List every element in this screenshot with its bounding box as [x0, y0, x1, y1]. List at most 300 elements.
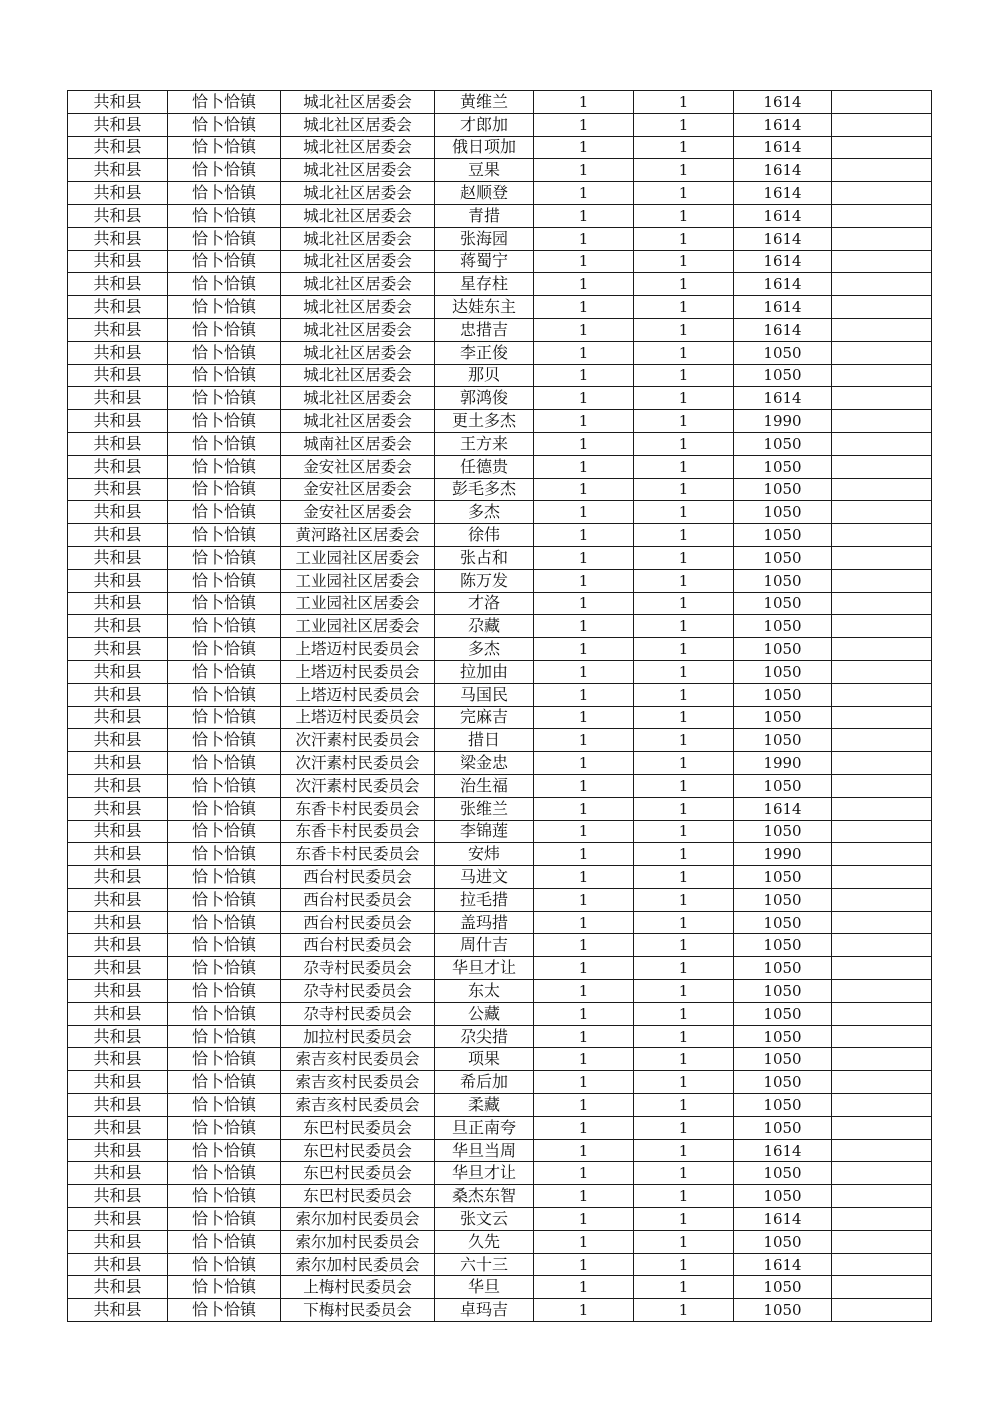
table-row	[68, 387, 932, 410]
count-a-cell: 1	[534, 797, 634, 820]
county-cell: 共和县	[68, 341, 168, 364]
name-cell: 张维兰	[435, 797, 534, 820]
table-row	[68, 318, 932, 341]
count-b-cell: 1	[634, 797, 734, 820]
committee-cell: 次汗素村民委员会	[281, 729, 435, 752]
town-cell: 恰卜恰镇	[168, 273, 281, 296]
count-b-cell: 1	[634, 1162, 734, 1185]
count-b-cell: 1	[634, 1230, 734, 1253]
name-cell: 俄日项加	[435, 136, 534, 159]
table-row	[68, 1253, 932, 1276]
remark-cell	[832, 843, 932, 866]
county-cell: 共和县	[68, 1071, 168, 1094]
committee-cell: 城北社区居委会	[281, 296, 435, 319]
name-cell: 陈万发	[435, 569, 534, 592]
town-cell: 恰卜恰镇	[168, 752, 281, 775]
amount-cell: 1614	[734, 227, 832, 250]
table-row	[68, 410, 932, 433]
amount-cell: 1614	[734, 387, 832, 410]
committee-cell: 索吉亥村民委员会	[281, 1048, 435, 1071]
county-cell: 共和县	[68, 159, 168, 182]
amount-cell: 1050	[734, 1185, 832, 1208]
county-cell: 共和县	[68, 227, 168, 250]
count-a-cell: 1	[534, 774, 634, 797]
count-b-cell: 1	[634, 729, 734, 752]
county-cell: 共和县	[68, 546, 168, 569]
remark-cell	[832, 1116, 932, 1139]
county-cell: 共和县	[68, 957, 168, 980]
count-a-cell: 1	[534, 957, 634, 980]
remark-cell	[832, 1276, 932, 1299]
committee-cell: 东巴村民委员会	[281, 1116, 435, 1139]
count-b-cell: 1	[634, 318, 734, 341]
count-a-cell: 1	[534, 729, 634, 752]
count-a-cell: 1	[534, 455, 634, 478]
committee-cell: 黄河路社区居委会	[281, 524, 435, 547]
table-row	[68, 729, 932, 752]
county-cell: 共和县	[68, 273, 168, 296]
amount-cell: 1050	[734, 1071, 832, 1094]
town-cell: 恰卜恰镇	[168, 683, 281, 706]
name-cell: 李锦莲	[435, 820, 534, 843]
committee-cell: 城北社区居委会	[281, 364, 435, 387]
count-b-cell: 1	[634, 1208, 734, 1231]
county-cell: 共和县	[68, 1299, 168, 1322]
committee-cell: 工业园社区居委会	[281, 546, 435, 569]
amount-cell: 1050	[734, 364, 832, 387]
committee-cell: 城北社区居委会	[281, 250, 435, 273]
count-b-cell: 1	[634, 364, 734, 387]
amount-cell: 1050	[734, 888, 832, 911]
name-cell: 华旦才让	[435, 957, 534, 980]
amount-cell: 1050	[734, 1116, 832, 1139]
amount-cell: 1050	[734, 1276, 832, 1299]
committee-cell: 东巴村民委员会	[281, 1162, 435, 1185]
committee-cell: 索吉亥村民委员会	[281, 1094, 435, 1117]
remark-cell	[832, 934, 932, 957]
committee-cell: 金安社区居委会	[281, 455, 435, 478]
committee-cell: 金安社区居委会	[281, 478, 435, 501]
count-b-cell: 1	[634, 91, 734, 114]
town-cell: 恰卜恰镇	[168, 1094, 281, 1117]
committee-cell: 西台村民委员会	[281, 866, 435, 889]
amount-cell: 1614	[734, 1208, 832, 1231]
table-row	[68, 159, 932, 182]
committee-cell: 工业园社区居委会	[281, 569, 435, 592]
amount-cell: 1050	[734, 341, 832, 364]
county-cell: 共和县	[68, 820, 168, 843]
name-cell: 黄维兰	[435, 91, 534, 114]
table-row	[68, 204, 932, 227]
name-cell: 尕藏	[435, 615, 534, 638]
amount-cell: 1614	[734, 136, 832, 159]
remark-cell	[832, 204, 932, 227]
count-a-cell: 1	[534, 1139, 634, 1162]
county-cell: 共和县	[68, 250, 168, 273]
amount-cell: 1050	[734, 774, 832, 797]
town-cell: 恰卜恰镇	[168, 1071, 281, 1094]
county-cell: 共和县	[68, 478, 168, 501]
remark-cell	[832, 1071, 932, 1094]
name-cell: 徐伟	[435, 524, 534, 547]
table-row	[68, 1048, 932, 1071]
count-b-cell: 1	[634, 1185, 734, 1208]
name-cell: 彭毛多杰	[435, 478, 534, 501]
amount-cell: 1050	[734, 1025, 832, 1048]
committee-cell: 城北社区居委会	[281, 113, 435, 136]
count-a-cell: 1	[534, 501, 634, 524]
table-row	[68, 546, 932, 569]
count-b-cell: 1	[634, 546, 734, 569]
table-body	[68, 91, 932, 1322]
town-cell: 恰卜恰镇	[168, 638, 281, 661]
table-row	[68, 1139, 932, 1162]
table-row	[68, 752, 932, 775]
name-cell: 项果	[435, 1048, 534, 1071]
count-a-cell: 1	[534, 843, 634, 866]
county-cell: 共和县	[68, 660, 168, 683]
count-a-cell: 1	[534, 296, 634, 319]
town-cell: 恰卜恰镇	[168, 478, 281, 501]
town-cell: 恰卜恰镇	[168, 774, 281, 797]
count-a-cell: 1	[534, 1185, 634, 1208]
county-cell: 共和县	[68, 843, 168, 866]
table-row	[68, 820, 932, 843]
county-cell: 共和县	[68, 888, 168, 911]
committee-cell: 尕寺村民委员会	[281, 980, 435, 1003]
amount-cell: 1614	[734, 296, 832, 319]
count-a-cell: 1	[534, 1253, 634, 1276]
table-row	[68, 91, 932, 114]
table-row	[68, 501, 932, 524]
remark-cell	[832, 524, 932, 547]
county-cell: 共和县	[68, 91, 168, 114]
table-row	[68, 592, 932, 615]
remark-cell	[832, 1185, 932, 1208]
count-b-cell: 1	[634, 866, 734, 889]
amount-cell: 1050	[734, 1299, 832, 1322]
remark-cell	[832, 911, 932, 934]
county-cell: 共和县	[68, 866, 168, 889]
count-b-cell: 1	[634, 1094, 734, 1117]
remark-cell	[832, 1162, 932, 1185]
amount-cell: 1050	[734, 1094, 832, 1117]
table-row	[68, 934, 932, 957]
name-cell: 才洛	[435, 592, 534, 615]
count-b-cell: 1	[634, 1139, 734, 1162]
county-cell: 共和县	[68, 729, 168, 752]
count-b-cell: 1	[634, 683, 734, 706]
remark-cell	[832, 1253, 932, 1276]
amount-cell: 1050	[734, 980, 832, 1003]
count-b-cell: 1	[634, 1253, 734, 1276]
name-cell: 旦正南夸	[435, 1116, 534, 1139]
committee-cell: 次汗素村民委员会	[281, 752, 435, 775]
table-row	[68, 113, 932, 136]
count-a-cell: 1	[534, 250, 634, 273]
committee-cell: 城北社区居委会	[281, 273, 435, 296]
count-a-cell: 1	[534, 638, 634, 661]
remark-cell	[832, 455, 932, 478]
amount-cell: 1050	[734, 569, 832, 592]
count-a-cell: 1	[534, 1116, 634, 1139]
count-b-cell: 1	[634, 957, 734, 980]
count-a-cell: 1	[534, 1094, 634, 1117]
name-cell: 拉毛措	[435, 888, 534, 911]
data-table	[67, 90, 932, 1322]
town-cell: 恰卜恰镇	[168, 113, 281, 136]
committee-cell: 城北社区居委会	[281, 341, 435, 364]
remark-cell	[832, 159, 932, 182]
remark-cell	[832, 888, 932, 911]
county-cell: 共和县	[68, 455, 168, 478]
town-cell: 恰卜恰镇	[168, 296, 281, 319]
town-cell: 恰卜恰镇	[168, 455, 281, 478]
count-b-cell: 1	[634, 273, 734, 296]
table-row	[68, 957, 932, 980]
county-cell: 共和县	[68, 410, 168, 433]
county-cell: 共和县	[68, 318, 168, 341]
county-cell: 共和县	[68, 1230, 168, 1253]
remark-cell	[832, 660, 932, 683]
table-row	[68, 888, 932, 911]
name-cell: 赵顺登	[435, 182, 534, 205]
town-cell: 恰卜恰镇	[168, 706, 281, 729]
town-cell: 恰卜恰镇	[168, 866, 281, 889]
name-cell: 那贝	[435, 364, 534, 387]
committee-cell: 城北社区居委会	[281, 318, 435, 341]
count-a-cell: 1	[534, 1299, 634, 1322]
remark-cell	[832, 227, 932, 250]
remark-cell	[832, 250, 932, 273]
table-row	[68, 1116, 932, 1139]
committee-cell: 西台村民委员会	[281, 934, 435, 957]
committee-cell: 尕寺村民委员会	[281, 1002, 435, 1025]
committee-cell: 次汗素村民委员会	[281, 774, 435, 797]
committee-cell: 西台村民委员会	[281, 888, 435, 911]
count-a-cell: 1	[534, 1025, 634, 1048]
count-a-cell: 1	[534, 546, 634, 569]
committee-cell: 城北社区居委会	[281, 182, 435, 205]
county-cell: 共和县	[68, 1002, 168, 1025]
count-a-cell: 1	[534, 683, 634, 706]
name-cell: 蒋蜀宁	[435, 250, 534, 273]
count-b-cell: 1	[634, 204, 734, 227]
county-cell: 共和县	[68, 592, 168, 615]
table-row	[68, 774, 932, 797]
county-cell: 共和县	[68, 182, 168, 205]
table-row	[68, 182, 932, 205]
table-row	[68, 524, 932, 547]
remark-cell	[832, 273, 932, 296]
count-a-cell: 1	[534, 1208, 634, 1231]
committee-cell: 西台村民委员会	[281, 911, 435, 934]
committee-cell: 上塔迈村民委员会	[281, 660, 435, 683]
remark-cell	[832, 1208, 932, 1231]
table-row	[68, 1071, 932, 1094]
amount-cell: 1050	[734, 615, 832, 638]
count-b-cell: 1	[634, 182, 734, 205]
amount-cell: 1990	[734, 410, 832, 433]
remark-cell	[832, 341, 932, 364]
remark-cell	[832, 364, 932, 387]
count-b-cell: 1	[634, 387, 734, 410]
count-a-cell: 1	[534, 182, 634, 205]
town-cell: 恰卜恰镇	[168, 843, 281, 866]
table-row	[68, 364, 932, 387]
remark-cell	[832, 1002, 932, 1025]
county-cell: 共和县	[68, 1025, 168, 1048]
town-cell: 恰卜恰镇	[168, 387, 281, 410]
committee-cell: 东香卡村民委员会	[281, 843, 435, 866]
table-row	[68, 569, 932, 592]
table-row	[68, 227, 932, 250]
committee-cell: 加拉村民委员会	[281, 1025, 435, 1048]
count-b-cell: 1	[634, 569, 734, 592]
count-b-cell: 1	[634, 1299, 734, 1322]
table-row	[68, 638, 932, 661]
amount-cell: 1614	[734, 204, 832, 227]
name-cell: 安炜	[435, 843, 534, 866]
name-cell: 治生福	[435, 774, 534, 797]
count-a-cell: 1	[534, 341, 634, 364]
table-row	[68, 660, 932, 683]
remark-cell	[832, 706, 932, 729]
town-cell: 恰卜恰镇	[168, 820, 281, 843]
table-row	[68, 1299, 932, 1322]
amount-cell: 1614	[734, 318, 832, 341]
remark-cell	[832, 1139, 932, 1162]
table-row	[68, 615, 932, 638]
table-row	[68, 911, 932, 934]
count-b-cell: 1	[634, 615, 734, 638]
count-a-cell: 1	[534, 204, 634, 227]
name-cell: 更土多杰	[435, 410, 534, 433]
count-b-cell: 1	[634, 1276, 734, 1299]
count-b-cell: 1	[634, 1116, 734, 1139]
count-a-cell: 1	[534, 159, 634, 182]
remark-cell	[832, 957, 932, 980]
amount-cell: 1050	[734, 683, 832, 706]
town-cell: 恰卜恰镇	[168, 364, 281, 387]
table-row	[68, 250, 932, 273]
count-b-cell: 1	[634, 1025, 734, 1048]
count-a-cell: 1	[534, 227, 634, 250]
name-cell: 才郎加	[435, 113, 534, 136]
town-cell: 恰卜恰镇	[168, 1185, 281, 1208]
count-b-cell: 1	[634, 341, 734, 364]
name-cell: 周什吉	[435, 934, 534, 957]
town-cell: 恰卜恰镇	[168, 250, 281, 273]
committee-cell: 城北社区居委会	[281, 204, 435, 227]
table-row	[68, 273, 932, 296]
table-row	[68, 866, 932, 889]
count-a-cell: 1	[534, 136, 634, 159]
count-a-cell: 1	[534, 569, 634, 592]
amount-cell: 1614	[734, 159, 832, 182]
remark-cell	[832, 1230, 932, 1253]
name-cell: 尕尖措	[435, 1025, 534, 1048]
town-cell: 恰卜恰镇	[168, 1025, 281, 1048]
count-a-cell: 1	[534, 980, 634, 1003]
count-a-cell: 1	[534, 1276, 634, 1299]
count-b-cell: 1	[634, 501, 734, 524]
committee-cell: 上梅村民委员会	[281, 1276, 435, 1299]
remark-cell	[832, 820, 932, 843]
town-cell: 恰卜恰镇	[168, 911, 281, 934]
county-cell: 共和县	[68, 1253, 168, 1276]
count-a-cell: 1	[534, 888, 634, 911]
amount-cell: 1050	[734, 911, 832, 934]
table-row	[68, 1185, 932, 1208]
town-cell: 恰卜恰镇	[168, 432, 281, 455]
table-row	[68, 1002, 932, 1025]
town-cell: 恰卜恰镇	[168, 1276, 281, 1299]
name-cell: 忠措吉	[435, 318, 534, 341]
count-a-cell: 1	[534, 318, 634, 341]
name-cell: 张占和	[435, 546, 534, 569]
amount-cell: 1614	[734, 182, 832, 205]
amount-cell: 1614	[734, 797, 832, 820]
count-b-cell: 1	[634, 980, 734, 1003]
remark-cell	[832, 296, 932, 319]
amount-cell: 1614	[734, 1139, 832, 1162]
count-a-cell: 1	[534, 113, 634, 136]
count-a-cell: 1	[534, 615, 634, 638]
town-cell: 恰卜恰镇	[168, 410, 281, 433]
committee-cell: 上塔迈村民委员会	[281, 683, 435, 706]
town-cell: 恰卜恰镇	[168, 1230, 281, 1253]
count-b-cell: 1	[634, 159, 734, 182]
remark-cell	[832, 546, 932, 569]
remark-cell	[832, 113, 932, 136]
town-cell: 恰卜恰镇	[168, 318, 281, 341]
name-cell: 马国民	[435, 683, 534, 706]
committee-cell: 东香卡村民委员会	[281, 797, 435, 820]
amount-cell: 1050	[734, 957, 832, 980]
count-b-cell: 1	[634, 1002, 734, 1025]
county-cell: 共和县	[68, 136, 168, 159]
county-cell: 共和县	[68, 1276, 168, 1299]
county-cell: 共和县	[68, 615, 168, 638]
name-cell: 豆果	[435, 159, 534, 182]
town-cell: 恰卜恰镇	[168, 1253, 281, 1276]
count-a-cell: 1	[534, 1230, 634, 1253]
amount-cell: 1050	[734, 1048, 832, 1071]
amount-cell: 1050	[734, 432, 832, 455]
name-cell: 拉加由	[435, 660, 534, 683]
remark-cell	[832, 1025, 932, 1048]
count-a-cell: 1	[534, 866, 634, 889]
count-a-cell: 1	[534, 592, 634, 615]
count-a-cell: 1	[534, 706, 634, 729]
town-cell: 恰卜恰镇	[168, 136, 281, 159]
committee-cell: 城北社区居委会	[281, 159, 435, 182]
name-cell: 盖玛措	[435, 911, 534, 934]
town-cell: 恰卜恰镇	[168, 341, 281, 364]
count-b-cell: 1	[634, 888, 734, 911]
committee-cell: 工业园社区居委会	[281, 615, 435, 638]
committee-cell: 城北社区居委会	[281, 227, 435, 250]
amount-cell: 1614	[734, 91, 832, 114]
county-cell: 共和县	[68, 501, 168, 524]
count-b-cell: 1	[634, 1048, 734, 1071]
count-a-cell: 1	[534, 410, 634, 433]
county-cell: 共和县	[68, 638, 168, 661]
county-cell: 共和县	[68, 1116, 168, 1139]
county-cell: 共和县	[68, 387, 168, 410]
county-cell: 共和县	[68, 364, 168, 387]
